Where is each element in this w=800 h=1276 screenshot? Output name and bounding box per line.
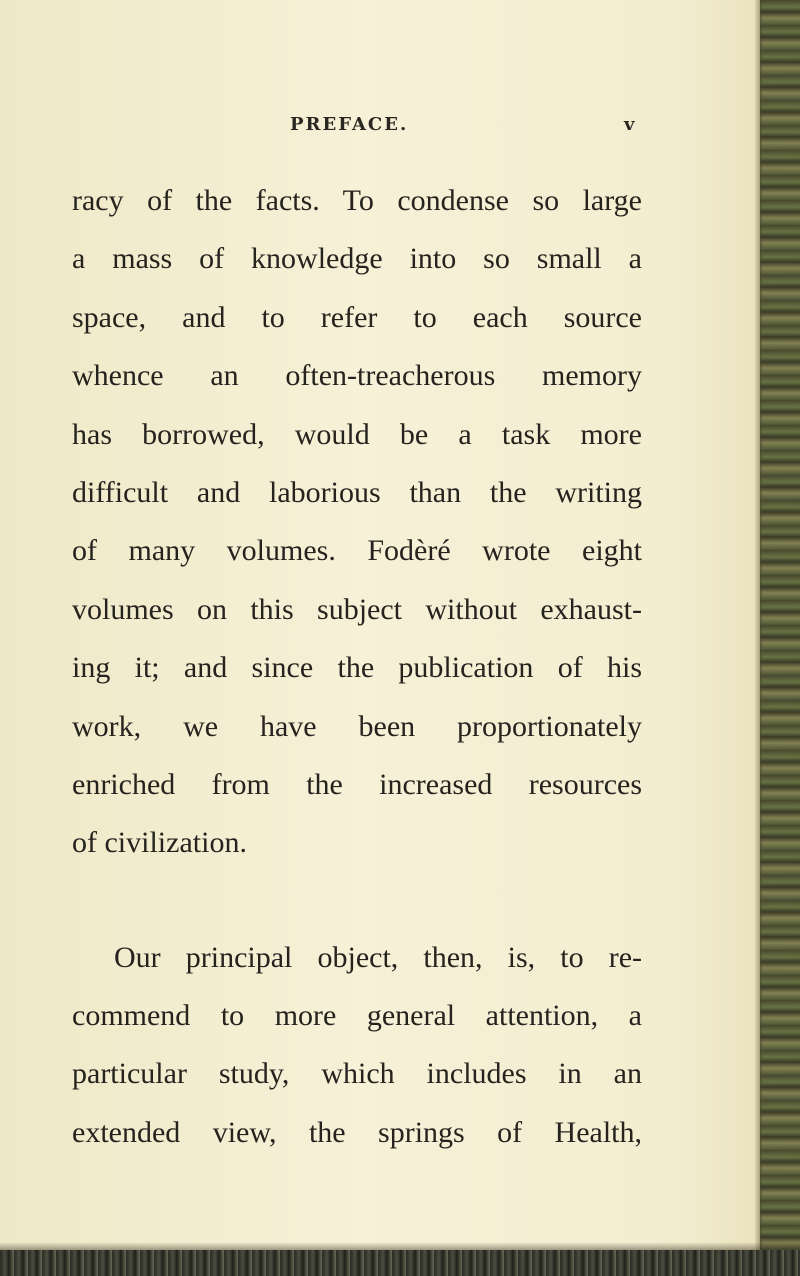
paragraph-2 xyxy=(72,929,642,1163)
text-line: of many volumes. Fodèré wrote eight xyxy=(72,534,642,568)
text-line: space, and to refer to each source xyxy=(72,300,642,334)
text-line: particular study, which includes in an xyxy=(72,1057,642,1091)
body-text xyxy=(72,172,642,1162)
text-line: volumes on this subject without exhaust- xyxy=(72,592,642,626)
page-header xyxy=(0,114,760,144)
text-line: has borrowed, would be a task more xyxy=(72,417,642,451)
text-line: commend to more general attention, a xyxy=(72,999,642,1033)
paragraph-1 xyxy=(72,172,642,873)
book-spine-edge xyxy=(760,0,800,1276)
text-line: whence an often-treacherous memory xyxy=(72,359,642,393)
text-line: difficult and laborious than the writing xyxy=(72,475,642,509)
text-line: a mass of knowledge into so small a xyxy=(72,242,642,276)
paragraph-gap xyxy=(72,873,642,929)
text-line: ing it; and since the publication of his xyxy=(72,651,642,685)
text-line: enriched from the increased resources xyxy=(72,767,642,801)
text-line: work, we have been proportionately xyxy=(72,709,642,743)
text-line: racy of the facts. To condense so large xyxy=(72,184,642,217)
running-title: PREFACE. xyxy=(290,114,409,135)
book-bottom-edge xyxy=(0,1250,800,1276)
page-number: v xyxy=(624,114,635,135)
text-line: of civilization. xyxy=(72,826,247,860)
text-line: Our principal object, then, is, to re- xyxy=(114,940,642,974)
text-line: extended view, the springs of Health, xyxy=(72,1115,642,1149)
